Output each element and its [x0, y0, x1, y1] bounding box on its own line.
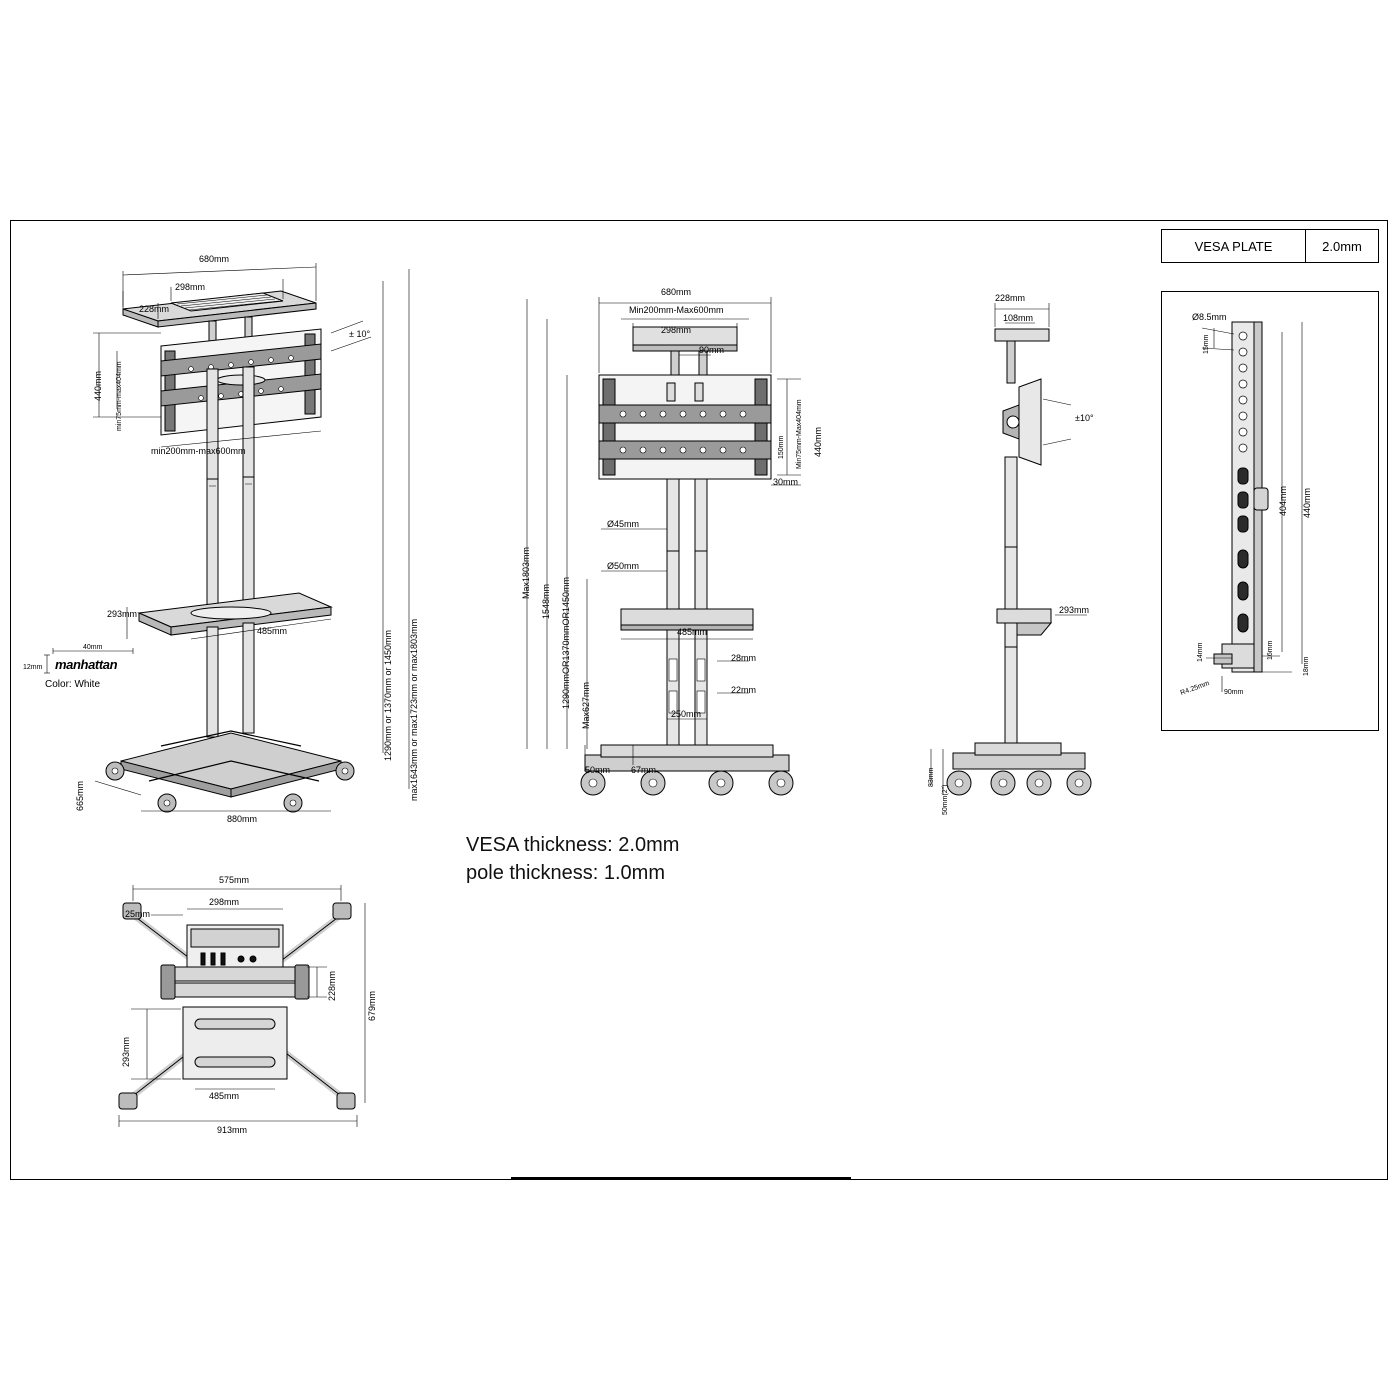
brand-color-label: Color: White [45, 679, 101, 690]
brand-name: manhattan [55, 657, 118, 672]
dim-dia45mm-front: Ø45mm [607, 519, 640, 529]
dim-680mm-front: 680mm [661, 287, 692, 297]
dim-680mm-iso: 680mm [199, 254, 230, 264]
dim-min75-max404-iso: min75mm-max404mm [116, 361, 123, 431]
dim-15mm-vesa: 15mm [1203, 334, 1210, 354]
dim-228mm-iso: 228mm [139, 304, 170, 314]
dim-25mm-top: 25mm [125, 909, 151, 919]
vesa-plate-detail-view [1161, 291, 1379, 731]
dim-485mm-iso: 485mm [257, 626, 288, 636]
logo-height-label: 12mm [23, 664, 43, 671]
dim-min200-max600-front: Min200mm-Max600mm [629, 305, 724, 315]
dim-tilt-iso: ± 10° [349, 329, 371, 339]
dim-150mm-front: 150mm [778, 435, 785, 459]
dim-440mm-front: 440mm [813, 426, 823, 457]
dim-250mm-front: 250mm [671, 709, 702, 719]
dim-18mm-vesa: 18mm [1303, 656, 1310, 676]
dim-max627mm-front: Max627mm [581, 681, 591, 729]
dim-16mm-vesa: 16mm [1267, 640, 1274, 660]
note-pole-thickness: pole thickness: 1.0mm [466, 862, 665, 884]
logo-width-label: 40mm [83, 644, 103, 651]
drawing-sheet [10, 220, 1388, 1180]
top-plan-view [91, 871, 411, 1141]
dim-height-options-iso: 1290mm or 1370mm or 1450mm [383, 629, 393, 761]
dim-height-options-front: 1290mmOR1370mmOR1450mm [561, 576, 571, 709]
side-elevation-drawing [891, 279, 1151, 839]
notes-block [466, 831, 679, 887]
dim-r4-25mm-vesa: R4.25mm [1179, 680, 1211, 698]
dim-min200-max600-iso: min200mm-max600mm [151, 446, 246, 456]
dim-max-height-options-iso: max1643mm or max1723mm or max1803mm [409, 618, 419, 801]
side-elevation-view [891, 279, 1151, 839]
dim-298mm-front: 298mm [661, 325, 692, 335]
dim-1548mm-front: 1548mm [541, 583, 551, 619]
dim-298mm-iso: 298mm [175, 282, 206, 292]
dim-dia8-5mm-vesa: Ø8.5mm [1192, 312, 1227, 322]
dim-50mm-front: 50mm [585, 765, 611, 775]
dim-404mm-vesa: 404mm [1278, 485, 1288, 516]
dim-665mm-iso: 665mm [75, 780, 85, 811]
dim-67mm-front: 67mm [631, 765, 657, 775]
dim-440mm-vesa: 440mm [1302, 487, 1312, 518]
dim-293mm-iso: 293mm [107, 609, 138, 619]
dim-485mm-front: 485mm [677, 627, 708, 637]
dim-485mm-top: 485mm [209, 1091, 240, 1101]
dim-max1803mm-front: Max1803mm [521, 546, 531, 599]
dim-913mm-top: 913mm [217, 1125, 248, 1135]
dim-dia50mm-front: Ø50mm [607, 561, 640, 571]
dim-83mm-side: 83mm [928, 767, 935, 787]
dim-228mm-top: 228mm [327, 970, 337, 1001]
title-block [1161, 229, 1379, 263]
dim-293mm-top: 293mm [121, 1036, 131, 1067]
dim-679mm-top: 679mm [367, 990, 377, 1021]
dim-228mm-side: 228mm [995, 293, 1026, 303]
dim-440mm-iso: 440mm [93, 370, 103, 401]
front-isometric-view [31, 241, 451, 841]
brand-logo-block [23, 644, 165, 690]
dim-30mm-front: 30mm [773, 477, 799, 487]
dim-880mm-iso: 880mm [227, 814, 258, 824]
dim-28mm-front: 28mm [731, 653, 757, 663]
dim-min75-max404-front: Min75mm-Max404mm [796, 399, 803, 469]
title-block-label: VESA PLATE [1162, 230, 1306, 262]
vesa-plate-detail-drawing [1162, 292, 1378, 730]
front-elevation-drawing [481, 279, 881, 839]
dim-90mm-vesa: 90mm [1224, 689, 1244, 696]
dim-50mm-caster-side: 50mm(2") [942, 784, 949, 815]
dim-22mm-front: 22mm [731, 685, 757, 695]
dim-108mm-side: 108mm [1003, 313, 1034, 323]
dim-tilt-side: ±10° [1075, 413, 1094, 423]
dim-90mm-front: 90mm [699, 345, 725, 355]
note-vesa-thickness: VESA thickness: 2.0mm [466, 834, 680, 856]
dim-293mm-side: 293mm [1059, 605, 1090, 615]
sheet-bottom-rule [511, 1177, 851, 1179]
dim-14mm-vesa: 14mm [1197, 642, 1204, 662]
title-block-value: 2.0mm [1322, 238, 1362, 254]
front-elevation-view [481, 279, 881, 839]
dim-575mm-top: 575mm [219, 875, 250, 885]
dim-298mm-top: 298mm [209, 897, 240, 907]
